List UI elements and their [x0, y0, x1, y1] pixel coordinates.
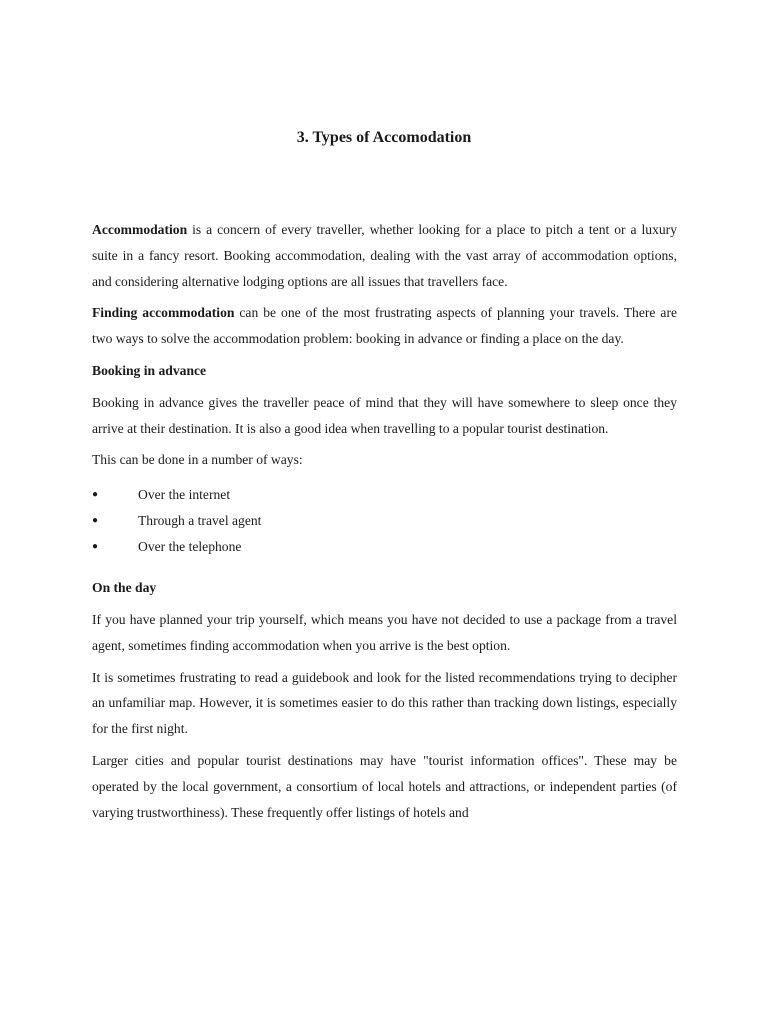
day-paragraph-3: Larger cities and popular tourist destinations may have "tourist information offices". These may be operated by the local government, a consortium of local hotels and attractions, or independent parties (of varying trustworthiness). These frequently offer listings of hotels and — [92, 752, 677, 820]
bullet-icon: ● — [92, 489, 99, 501]
list-item-text: Through a travel agent — [138, 513, 262, 529]
day-heading: On the day — [92, 580, 157, 596]
booking-paragraph: Booking in advance gives the traveller peace of mind that they will have somewhere to sleep once they arrive at their destination. It is also a good idea when travelling to a popular tourist destination. — [92, 394, 677, 436]
finding-text: can be one of the most frustrating aspects of planning your travels. There are two ways to solve the accommodation problem: booking in advance or finding a place on the day. — [92, 305, 678, 347]
list-item-text: Over the telephone — [138, 539, 242, 555]
booking-heading: Booking in advance — [92, 362, 207, 378]
intro-text: is a concern of every traveller, whether looking for a place to pitch a tent or a luxury suite in a fancy resort. Booking accommodation, dealing with the vast array of accommodation options, and considering alternative lodging options are all issues that travellers face. — [92, 222, 677, 289]
intro-lead-term: Accommodation — [92, 222, 188, 237]
document-body — [92, 217, 677, 831]
list-item-text: Over the internet — [138, 487, 231, 503]
bullet-icon: ● — [92, 515, 99, 527]
day-paragraph-1: If you have planned your trip yourself, which means you have not decided to use a package from a travel agent, sometimes finding accommodation when you arrive is the best option. — [92, 611, 677, 653]
finding-lead-term: Finding accommodation — [92, 305, 235, 321]
ways-list — [92, 482, 677, 560]
finding-paragraph — [92, 300, 677, 352]
intro-paragraph — [92, 217, 677, 294]
list-item — [92, 482, 677, 508]
ways-intro: This can be done in a number of ways: — [92, 452, 303, 468]
page-title: 3. Types of Accomodation — [296, 129, 472, 146]
bullet-icon: ● — [92, 541, 99, 553]
list-item — [92, 534, 677, 560]
day-paragraph-2: It is sometimes frustrating to read a guidebook and look for the listed recommendations trying to decipher an unfamiliar map. However, it is sometimes easier to do this rather than tracking down listings, especially for the first night. — [92, 669, 677, 737]
list-item — [92, 508, 677, 534]
